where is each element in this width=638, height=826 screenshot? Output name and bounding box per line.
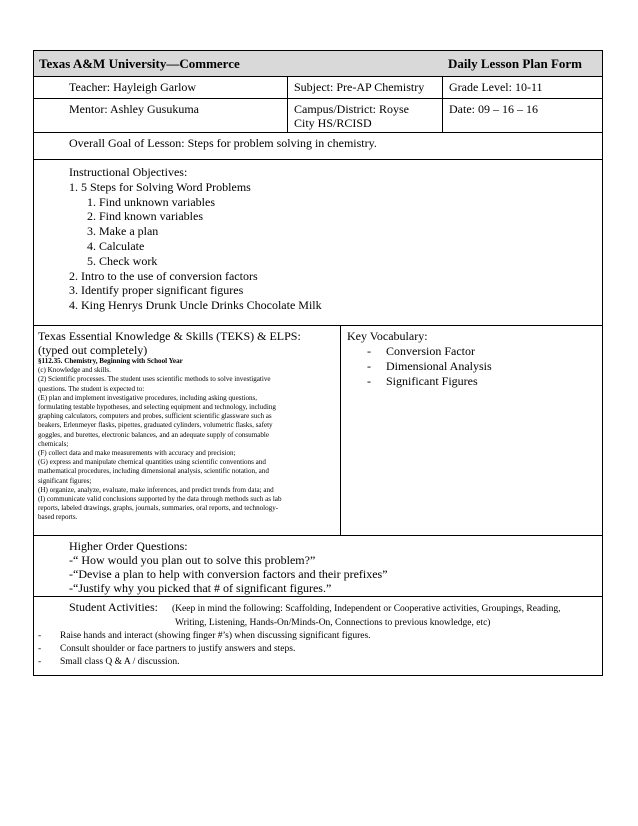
objectives-row — [34, 159, 602, 325]
activity-item: - Consult shoulder or face partners to justify answers and steps. — [38, 644, 296, 654]
teks-line: questions. The student is expected to: — [38, 384, 145, 393]
hoq-item: -“ How would you plan out to solve this problem?” — [69, 553, 316, 567]
hoq-section — [34, 536, 602, 596]
vocab-heading: Key Vocabulary: — [347, 329, 428, 343]
hoq-row — [34, 535, 602, 596]
teks-line: formulating testable hypotheses, and selecting equipment and technology, including — [38, 403, 276, 412]
campus-line-2: City HS/RCISD — [294, 116, 372, 130]
teks-line: beakers, Erlenmeyer flasks, pipettes, graduated cylinders, volumetric flasks, safety — [38, 421, 273, 430]
teks-subheading: (typed out completely) — [38, 343, 148, 357]
objective-item: 2. Intro to the use of conversion factors — [69, 268, 258, 283]
activities-heading: Student Activities: — [69, 600, 158, 614]
vocab-section — [340, 326, 602, 535]
activities-list — [38, 630, 597, 669]
objective-subitem: 4. Calculate — [87, 238, 145, 253]
teks-text — [38, 357, 336, 523]
teks-line: mathematical procedures, including dimensional analysis, scientific notation, and — [38, 467, 269, 476]
teks-line: goggles, and burettes, electronic balances, and an adequate supply of consumable — [38, 430, 270, 439]
vocab-item: - Dimensional Analysis — [367, 359, 492, 373]
form-title: Daily Lesson Plan Form — [448, 55, 582, 71]
form-title-row — [34, 51, 602, 76]
teks-line: (2) Scientific processes. The student uses scientific methods to solve investigative — [38, 375, 271, 384]
hoq-list — [69, 553, 602, 595]
teks-line: reports, labeled drawings, graphs, journals, summaries, oral reports, and technology- — [38, 504, 279, 513]
grade-field: Grade Level: 10-11 — [442, 77, 602, 98]
subject-field: Subject: Pre-AP Chemistry — [287, 77, 442, 98]
campus-field — [287, 99, 442, 132]
teks-section — [34, 326, 340, 535]
teks-heading: Texas Essential Knowledge & Skills (TEKS) & ELPS: — [38, 329, 301, 343]
activities-note-2: Writing, Listening, Hands-On/Minds-On, Connections to previous knowledge, etc) — [175, 618, 491, 628]
activities-note-1: (Keep in mind the following: Scaffolding, Independent or Cooperative activities, Groupings, Reading, — [172, 604, 561, 614]
teks-line: graphing calculators, computers and probes, sufficient scientific glassware such as — [38, 412, 272, 421]
objective-item: 3. Identify proper significant figures — [69, 283, 244, 298]
university-name: Texas A&M University—Commerce — [39, 55, 240, 71]
mentor-field: Mentor: Ashley Gusukuma — [69, 102, 199, 116]
teks-line: (I) communicate valid conclusions supported by the data through methods such as lab — [38, 495, 282, 504]
vocab-list — [347, 344, 602, 389]
objective-subitem: 2. Find known variables — [87, 209, 203, 224]
date-field: Date: 09 – 16 – 16 — [442, 99, 602, 132]
objective-item: 4. King Henrys Drunk Uncle Drinks Chocolate Milk — [69, 298, 322, 313]
campus-line-1: Campus/District: Royse — [294, 102, 409, 116]
activities-heading-line — [38, 600, 597, 616]
objectives-heading: Instructional Objectives: — [69, 165, 188, 179]
lesson-goal: Overall Goal of Lesson: Steps for problem solving in chemistry. — [69, 136, 377, 150]
activity-item: - Raise hands and interact (showing finger #’s) when discussing significant figures. — [38, 631, 371, 641]
teks-line: based reports. — [38, 513, 78, 522]
teks-lines — [38, 366, 336, 522]
vocab-item: - Significant Figures — [367, 374, 478, 388]
mentor-row — [34, 98, 602, 132]
lesson-plan-form — [33, 50, 603, 676]
hoq-item: -“Justify why you picked that # of significant figures.” — [69, 581, 332, 595]
objective-subitem: 1. Find unknown variables — [87, 194, 215, 209]
teks-line: (E) plan and implement investigative procedures, including asking questions, — [38, 393, 258, 402]
vocab-item: - Conversion Factor — [367, 344, 475, 358]
teks-line: (c) Knowledge and skills. — [38, 366, 111, 375]
hoq-item: -“Devise a plan to help with conversion factors and their prefixes” — [69, 567, 388, 581]
teks-line: (G) express and manipulate chemical quantities using scientific conventions and — [38, 458, 266, 467]
teks-line: chemicals; — [38, 439, 69, 448]
teks-line: (H) organize, analyze, evaluate, make inferences, and predict trends from data; and — [38, 485, 274, 494]
goal-row — [34, 132, 602, 159]
objectives-list — [69, 180, 602, 313]
teks-line: significant figures; — [38, 476, 92, 485]
teacher-field: Teacher: Hayleigh Garlow — [69, 80, 197, 94]
teks-vocab-row — [34, 325, 602, 535]
objective-subitem: 3. Make a plan — [87, 224, 159, 239]
activities-section — [34, 597, 602, 675]
objective-subitem: 5. Check work — [87, 253, 158, 268]
activity-item: - Small class Q & A / discussion. — [38, 657, 180, 667]
hoq-heading: Higher Order Questions: — [69, 539, 188, 553]
objective-item: 1. 5 Steps for Solving Word Problems — [69, 179, 251, 194]
activities-row — [34, 596, 602, 675]
teks-code: §112.35. Chemistry, Beginning with School Year — [38, 357, 183, 365]
teacher-row — [34, 76, 602, 98]
objectives-section — [34, 160, 602, 325]
teks-line: (F) collect data and make measurements with accuracy and precision; — [38, 449, 236, 458]
